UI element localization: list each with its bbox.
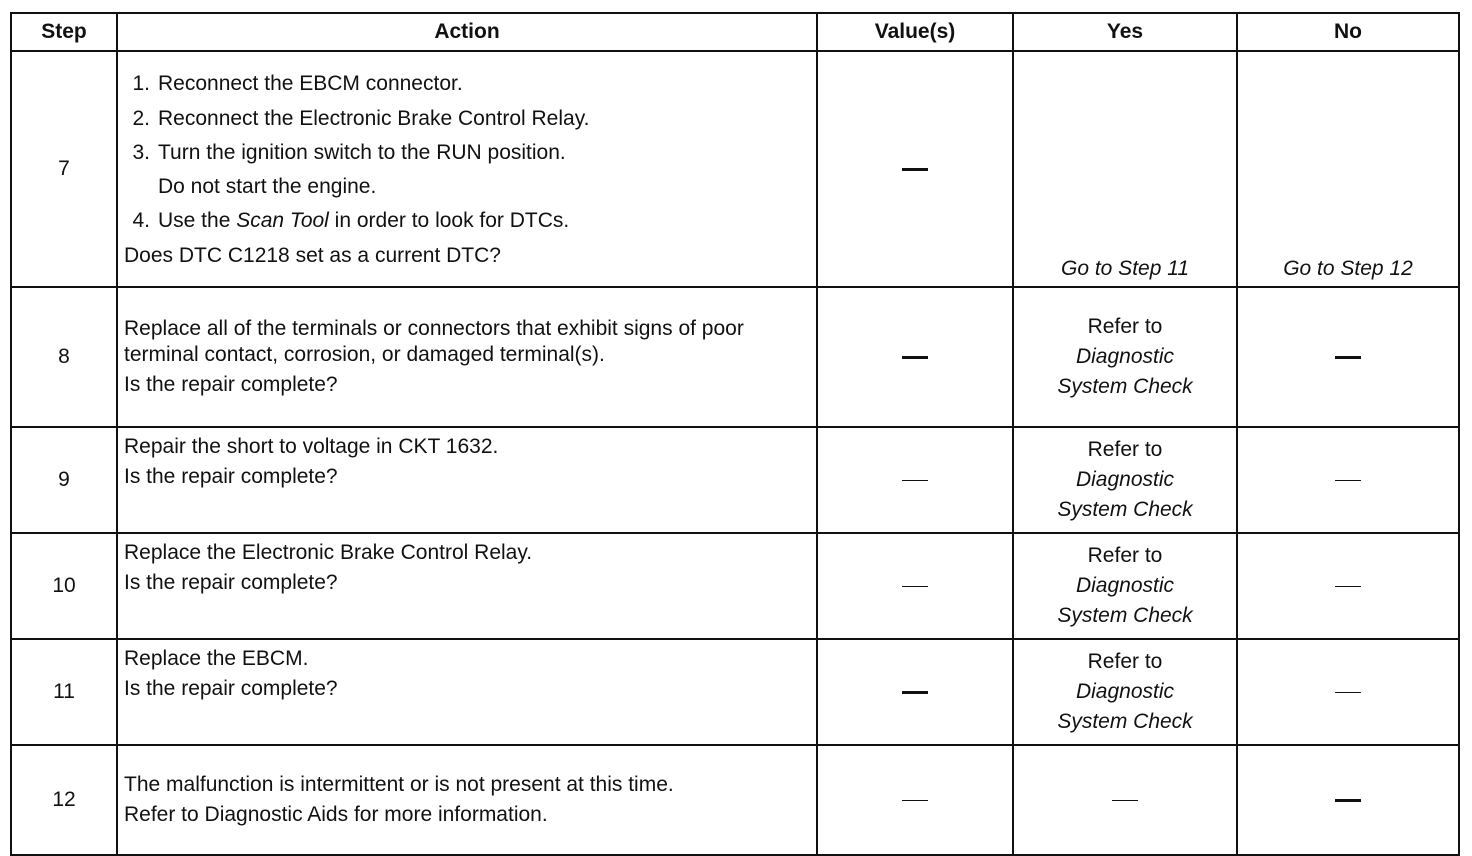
yes-cell: Refer to Diagnostic System Check: [1013, 427, 1237, 533]
header-step: Step: [11, 13, 117, 51]
dash-mark: [902, 586, 928, 587]
list-item: 3. Turn the ignition switch to the RUN position. Do not start the engine.: [132, 140, 566, 198]
action-text: Repair the short to voltage in CKT 1632.: [124, 435, 499, 458]
action-text: Replace the Electronic Brake Control Relay.: [124, 541, 533, 564]
header-values: Value(s): [817, 13, 1013, 51]
action-list: [128, 71, 810, 234]
dash-mark: [1112, 800, 1138, 801]
no-cell: Go to Step 12: [1237, 51, 1459, 287]
yes-cell: Go to Step 11: [1013, 51, 1237, 287]
dash-mark: [902, 800, 928, 801]
dash-mark: [1335, 799, 1361, 802]
step-number: 11: [11, 639, 117, 745]
action-cell: [117, 533, 817, 639]
action-text: Replace all of the terminals or connectors that exhibit signs of poor terminal contact, corrosion, or damaged terminal(s).: [124, 316, 744, 366]
no-cell: [1237, 427, 1459, 533]
table-row: [11, 51, 1459, 287]
table-row: [11, 745, 1459, 855]
values-cell: [817, 639, 1013, 745]
yes-cell: [1013, 745, 1237, 855]
step-number: 10: [11, 533, 117, 639]
no-cell: [1237, 287, 1459, 427]
list-item: 4. Use the Scan Tool in order to look for DTCs.: [132, 209, 570, 233]
yes-cell: Refer to Diagnostic System Check: [1013, 287, 1237, 427]
table-row: [11, 287, 1459, 427]
no-cell: [1237, 533, 1459, 639]
action-question: Is the repair complete?: [124, 571, 338, 595]
action-cell: [117, 745, 817, 855]
values-cell: [817, 533, 1013, 639]
action-cell: [117, 427, 817, 533]
list-item: 2. Reconnect the Electronic Brake Control Relay.: [132, 106, 590, 130]
action-question: Does DTC C1218 set as a current DTC?: [124, 243, 501, 267]
no-cell: [1237, 745, 1459, 855]
dash-mark: [1335, 692, 1361, 693]
table-row: [11, 639, 1459, 745]
dash-mark: [1335, 480, 1361, 481]
step-number: 7: [11, 51, 117, 287]
action-cell: [117, 639, 817, 745]
action-question: Is the repair complete?: [124, 373, 338, 397]
dash-mark: [902, 691, 928, 694]
step-number: 9: [11, 427, 117, 533]
dash-mark: [902, 168, 928, 171]
yes-cell: Refer to Diagnostic System Check: [1013, 639, 1237, 745]
dash-mark: [902, 480, 928, 481]
action-text: The malfunction is intermittent or is not present at this time.: [124, 772, 674, 796]
dash-mark: [1335, 586, 1361, 587]
values-cell: [817, 287, 1013, 427]
header-row: [11, 13, 1459, 51]
dash-mark: [902, 356, 928, 359]
action-text: Replace the EBCM.: [124, 647, 309, 670]
action-question: Refer to Diagnostic Aids for more information.: [124, 803, 548, 826]
action-cell: [117, 287, 817, 427]
step-number: 12: [11, 745, 117, 855]
table-row: [11, 533, 1459, 639]
no-cell: [1237, 639, 1459, 745]
header-yes: Yes: [1013, 13, 1237, 51]
values-cell: [817, 51, 1013, 287]
table-row: [11, 427, 1459, 533]
values-cell: [817, 745, 1013, 855]
header-no: No: [1237, 13, 1459, 51]
list-item: 1. Reconnect the EBCM connector.: [132, 72, 463, 96]
step-number: 8: [11, 287, 117, 427]
yes-cell: Refer to Diagnostic System Check: [1013, 533, 1237, 639]
action-question: Is the repair complete?: [124, 677, 338, 701]
action-cell: [117, 51, 817, 287]
action-question: Is the repair complete?: [124, 465, 338, 489]
dash-mark: [1335, 356, 1361, 359]
diagnostic-table: [10, 12, 1460, 856]
values-cell: [817, 427, 1013, 533]
header-action: Action: [117, 13, 817, 51]
